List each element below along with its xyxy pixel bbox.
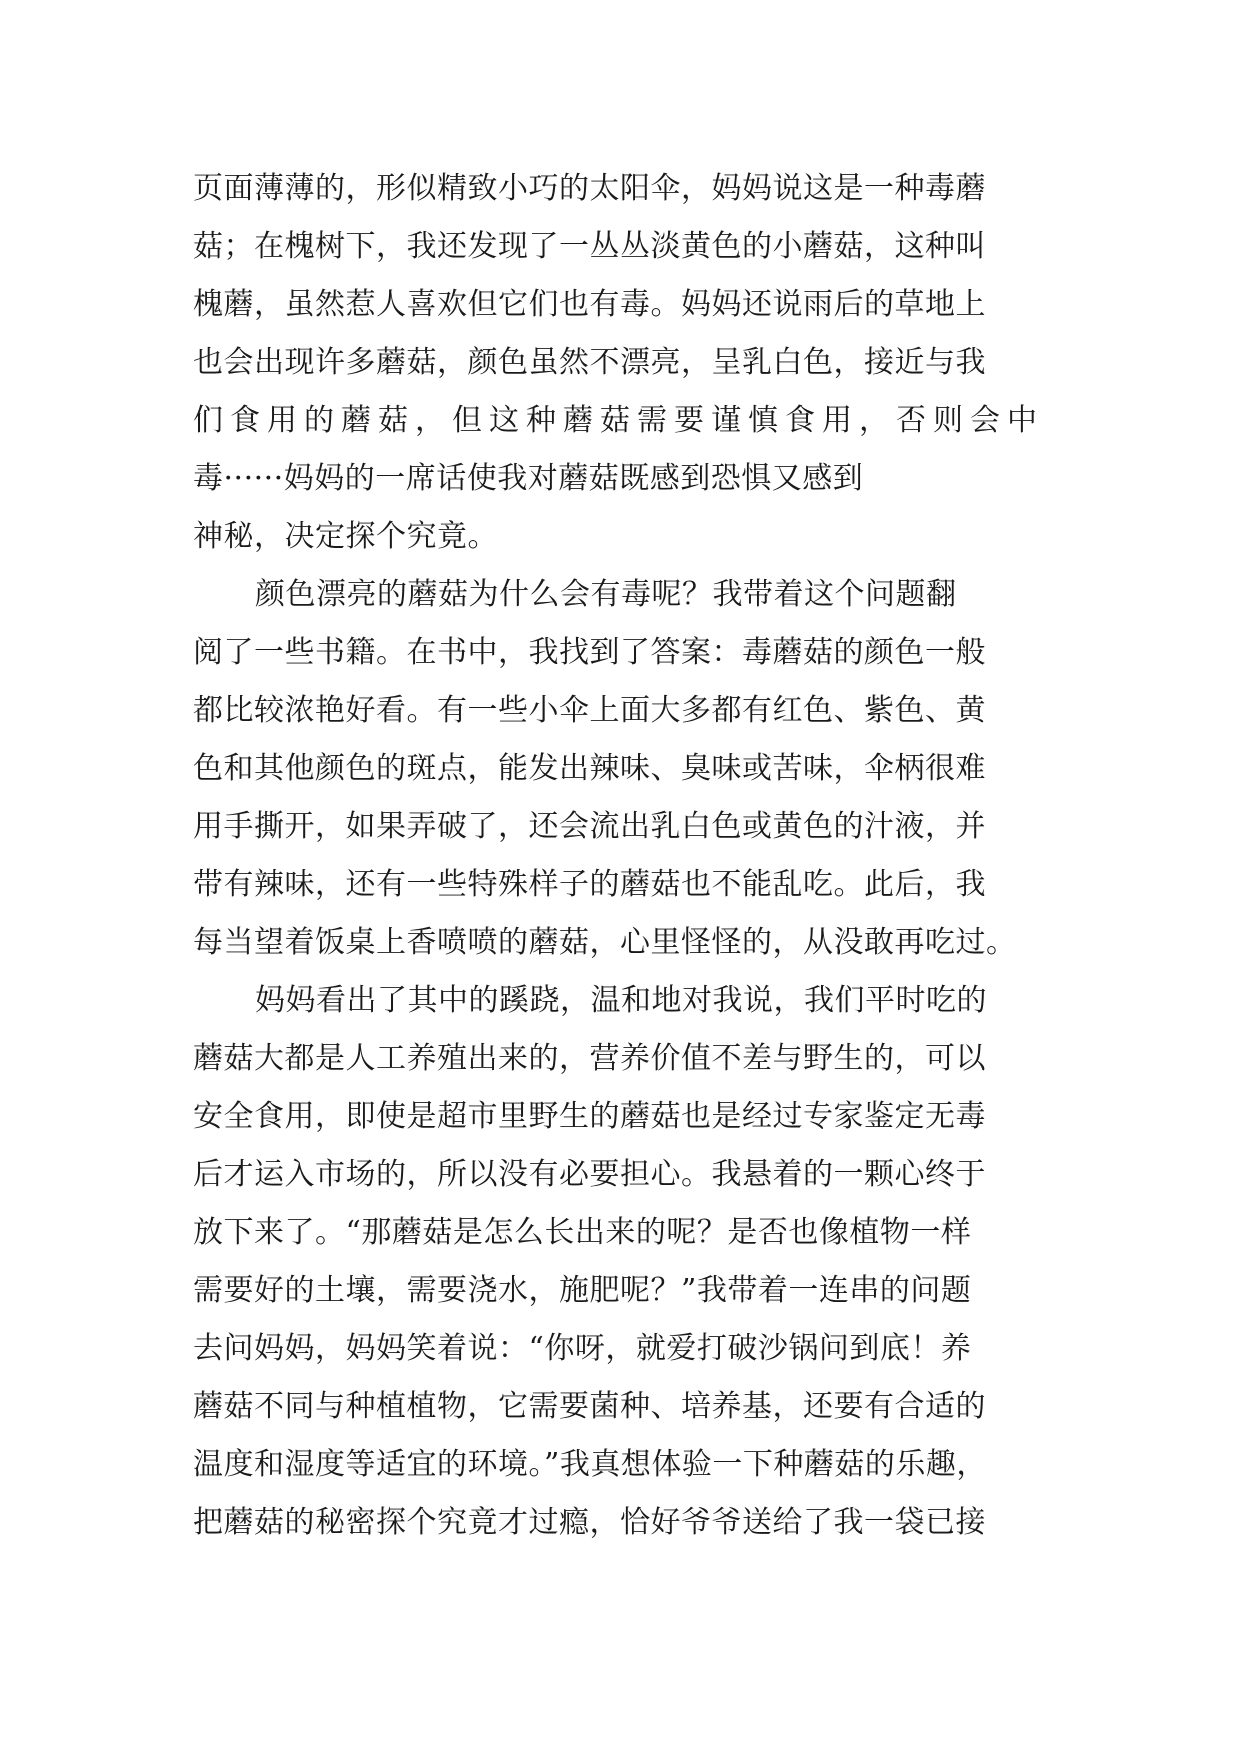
text-line: 安全食用，即使是超市里野生的蘑菇也是经过专家鉴定无毒 — [193, 1099, 986, 1134]
text-line: 蘑菇不同与种植植物，它需要菌种、培养基，还要有合适的 — [193, 1389, 986, 1424]
text-line: 色和其他颜色的斑点，能发出辣味、臭味或苦味，伞柄很难 — [193, 751, 986, 786]
text-line: 把蘑菇的秘密探个究竟才过瘾，恰好爷爷送给了我一袋已接 — [193, 1505, 986, 1540]
text-line: 菇；在槐树下，我还发现了一丛丛淡黄色的小蘑菇，这种叫 — [193, 229, 986, 264]
text-line: 放下来了。“那蘑菇是怎么长出来的呢？是否也像植物一样 — [193, 1215, 972, 1250]
text-line: 阅了一些书籍。在书中，我找到了答案：毒蘑菇的颜色一般 — [193, 635, 986, 670]
text-line: 毒······妈妈的一席话使我对蘑菇既感到恐惧又感到 — [193, 461, 864, 496]
text-line: 颜色漂亮的蘑菇为什么会有毒呢？我带着这个问题翻 — [255, 577, 957, 612]
text-line: 去问妈妈，妈妈笑着说：“你呀，就爱打破沙锅问到底！养 — [193, 1331, 972, 1366]
text-line: 们食用的蘑菇，但这种蘑菇需要谨慎食用，否则会中 — [193, 403, 1044, 438]
text-line: 妈妈看出了其中的蹊跷，温和地对我说，我们平时吃的 — [255, 983, 987, 1018]
text-line: 需要好的土壤，需要浇水，施肥呢？”我带着一连串的问题 — [193, 1273, 972, 1308]
text-line: 神秘，决定探个究竟。 — [193, 519, 498, 554]
text-line: 也会出现许多蘑菇，颜色虽然不漂亮，呈乳白色，接近与我 — [193, 345, 986, 380]
text-line: 槐蘑，虽然惹人喜欢但它们也有毒。妈妈还说雨后的草地上 — [193, 287, 986, 322]
text-line: 蘑菇大都是人工养殖出来的，营养价值不差与野生的，可以 — [193, 1041, 986, 1076]
text-line: 用手撕开，如果弄破了，还会流出乳白色或黄色的汁液，并 — [193, 809, 986, 844]
text-line: 温度和湿度等适宜的环境。”我真想体验一下种蘑菇的乐趣， — [193, 1447, 987, 1482]
text-line: 每当望着饭桌上香喷喷的蘑菇，心里怪怪的，从没敢再吃过。 — [193, 925, 1017, 960]
text-line: 带有辣味，还有一些特殊样子的蘑菇也不能乱吃。此后，我 — [193, 867, 986, 902]
text-line: 页面薄薄的，形似精致小巧的太阳伞，妈妈说这是一种毒蘑 — [193, 171, 986, 206]
text-line: 后才运入市场的，所以没有必要担心。我悬着的一颗心终于 — [193, 1157, 986, 1192]
document-body — [193, 160, 1083, 1552]
text-line: 都比较浓艳好看。有一些小伞上面大多都有红色、紫色、黄 — [193, 693, 986, 728]
